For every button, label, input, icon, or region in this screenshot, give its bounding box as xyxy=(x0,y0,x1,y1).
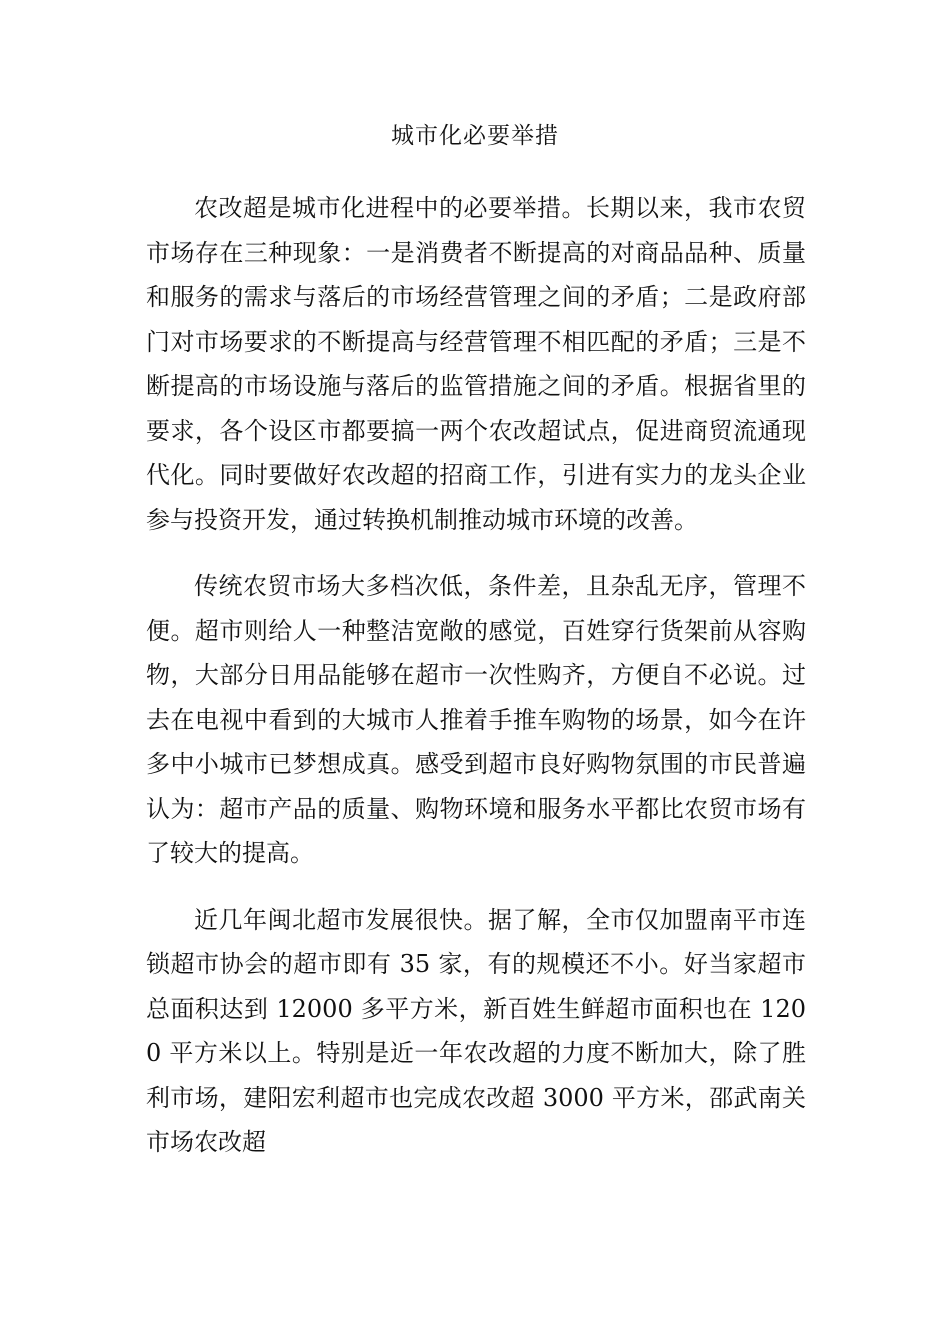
paragraph-1: 农改超是城市化进程中的必要举措。长期以来，我市农贸市场存在三种现象：一是消费者不断提高的对商品品种、质量和服务的需求与落后的市场经营管理之间的矛盾；二是政府部门对市场要求的不断提高与经营管理不相匹配的矛盾；三是不断提高的市场设施与落后的监管措施之间的矛盾。根据省里的要求，各个设区市都要搞一两个农改超试点，促进商贸流通现代化。同时要做好农改超的招商工作，引进有实力的龙头企业参与投资开发，通过转换机制推动城市环境的改善。 xyxy=(146,194,806,534)
paragraph-2: 传统农贸市场大多档次低，条件差，且杂乱无序，管理不便。超市则给人一种整洁宽敞的感觉，百姓穿行货架前从容购物，大部分日用品能够在超市一次性购齐，方便自不必说。过去在电视中看到的大城市人推着手推车购物的场景，如今在许多中小城市已梦想成真。感受到超市良好购物氛围的市民普遍认为：超市产品的质量、购物环境和服务水平都比农贸市场有了较大的提高。 xyxy=(146,572,806,867)
document-body xyxy=(146,186,806,1187)
document-title: 城市化必要举措 xyxy=(391,123,559,149)
paragraph-3: 近几年闽北超市发展很快。据了解，全市仅加盟南平市连锁超市协会的超市即有 35 家，有的规模还不小。好当家超市总面积达到 12000 多平方米，新百姓生鲜超市面积也在 1200 平方米以上。特别是近一年农改超的力度不断加大，除了胜利市场，建阳宏利超市也完成农改超 3000 平方米，邵武南关市场农改超 xyxy=(146,905,806,1156)
